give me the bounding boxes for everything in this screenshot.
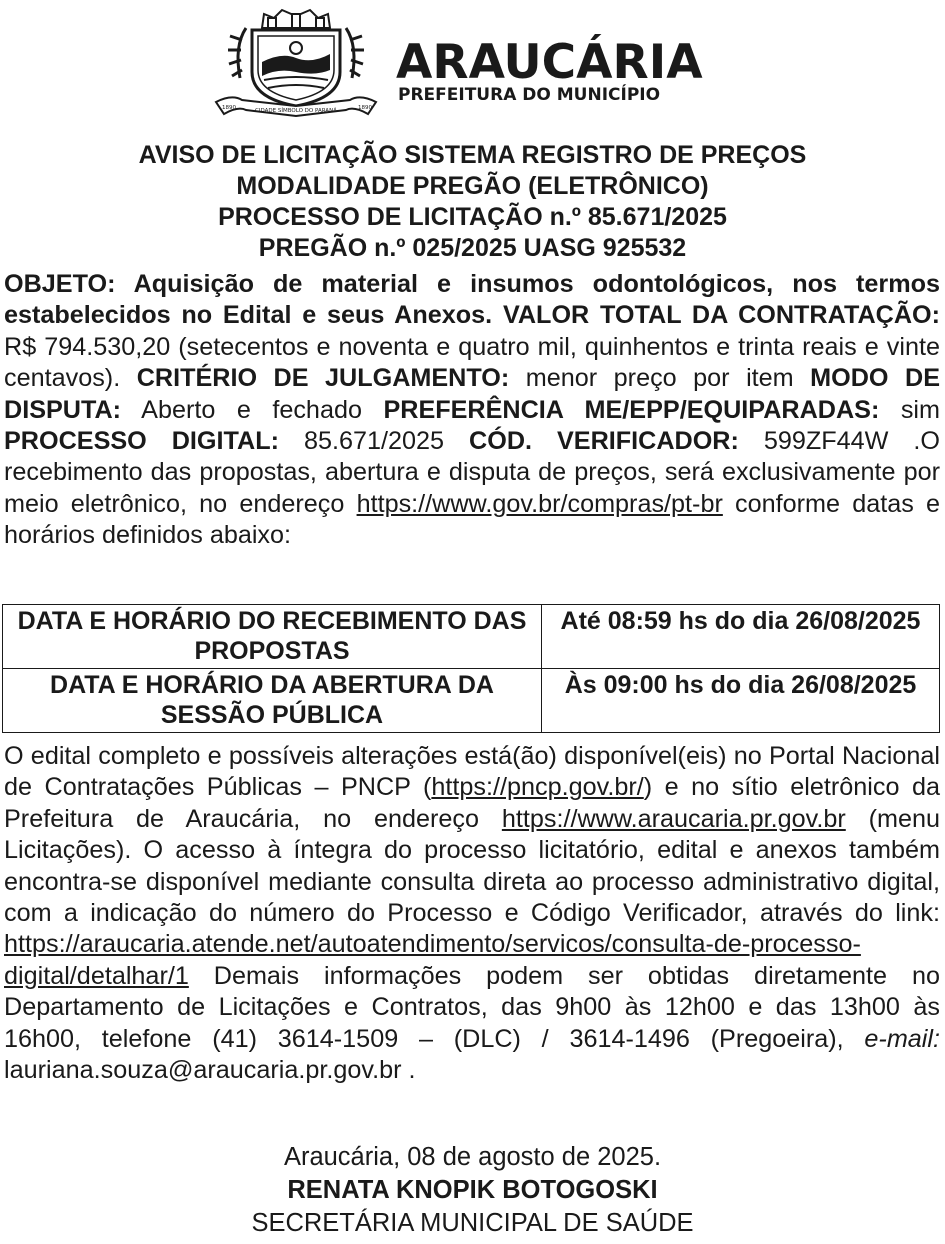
email-label: e-mail: xyxy=(864,1024,940,1053)
compras-link[interactable]: https://www.gov.br/compras/pt-br xyxy=(356,489,723,518)
table-row xyxy=(3,605,940,669)
email-address: lauriana.souza@araucaria.pr.gov.br . xyxy=(4,1056,416,1085)
notice-titles xyxy=(0,140,945,264)
brand-name: ARAUCÁRIA xyxy=(396,35,703,90)
municipal-crest-icon xyxy=(212,6,380,118)
title-line-3: PROCESSO DE LICITAÇÃO n.º 85.671/2025 xyxy=(218,203,727,231)
preferencia-text: sim xyxy=(879,395,941,424)
atende-process-link[interactable]: https://araucaria.atende.net/autoatendimento/servicos/consulta-de-processo-digital/detalhar/1 xyxy=(4,930,861,990)
title-line-2: MODALIDADE PREGÃO (ELETRÔNICO) xyxy=(236,172,709,200)
signature-block xyxy=(0,1141,945,1240)
schedule-label-cell: DATA E HORÁRIO DA ABERTURA DA SESSÃO PÚBLICA xyxy=(3,669,542,733)
modo-text: Aberto e fechado xyxy=(121,395,384,424)
edital-text-2: ) e no sítio eletrônico da Prefeitura de Araucária, no endereço xyxy=(4,773,940,833)
edital-text-1: O edital completo e possíveis alterações está(ão) disponível(eis) no Portal Nacional de Contratações Públicas – PNCP ( xyxy=(4,742,940,802)
edital-text-3: (menu Licitações). O acesso à íntegra do processo licitatório, edital e anexos também encontra-se disponível mediante consulta direta ao processo administrativo digital, com a indicação do número do Processo e Código Verificador, através do link: xyxy=(4,804,940,928)
objeto-text: Aquisição de material e insumos odontológicos, nos termos estabelecidos no Edital e seus Anexos. xyxy=(4,270,940,330)
header xyxy=(0,0,945,128)
criterio-label: CRITÉRIO DE JULGAMENTO: xyxy=(136,364,510,393)
crest-year-right: 1890 xyxy=(358,105,372,111)
signer-name: RENATA KNOPIK BOTOGOSKI xyxy=(287,1176,658,1204)
codigo-text: 599ZF44W .O recebimento das propostas, abertura e disputa de preços, será exclusivamente por meio eletrônico, no endereço xyxy=(4,427,941,518)
table-row xyxy=(3,669,940,733)
title-line-1: AVISO DE LICITAÇÃO SISTEMA REGISTRO DE PREÇOS xyxy=(138,141,807,169)
title-line-4: PREGÃO n.º 025/2025 UASG 925532 xyxy=(258,234,687,262)
pncp-link[interactable]: https://pncp.gov.br/ xyxy=(431,773,644,802)
schedule-value-cell: Até 08:59 hs do dia 26/08/2025 xyxy=(542,605,940,669)
criterio-text: menor preço por item xyxy=(509,364,811,393)
schedule-table xyxy=(2,604,940,733)
notice-body xyxy=(4,269,940,552)
place-date: Araucária, 08 de agosto de 2025. xyxy=(283,1143,662,1171)
objeto-label: OBJETO: xyxy=(4,270,116,298)
crest-year-left: 1890 xyxy=(222,105,236,111)
signer-role: SECRETÁRIA MUNICIPAL DE SAÚDE xyxy=(251,1209,694,1237)
edital-paragraph xyxy=(4,741,940,1086)
schedule-label-cell: DATA E HORÁRIO DO RECEBIMENTO DAS PROPOSTAS xyxy=(3,605,542,669)
valor-text: R$ 794.530,20 (setecentos e noventa e quatro mil, quinhentos e trinta reais e vinte centavos). xyxy=(4,332,940,393)
araucaria-site-link[interactable]: https://www.araucaria.pr.gov.br xyxy=(501,804,846,833)
brand xyxy=(396,35,703,105)
valor-label: VALOR TOTAL DA CONTRATAÇÃO: xyxy=(502,301,941,330)
schedule-value-cell: Às 09:00 hs do dia 26/08/2025 xyxy=(542,669,940,733)
crest-motto: CIDADE SÍMBOLO DO PARANÁ xyxy=(255,108,337,114)
processo-label: PROCESSO DIGITAL: xyxy=(4,427,279,456)
preferencia-label: PREFERÊNCIA ME/EPP/EQUIPARADAS: xyxy=(383,395,880,424)
codigo-label: CÓD. VERIFICADOR: xyxy=(469,427,739,456)
edital-text-4: Demais informações podem ser obtidas diretamente no Departamento de Licitações e Contratos, das 9h00 às 12h00 e das 13h00 às 16h00, telefone (41) 3614-1509 – (DLC) / 3614-1496 (Pregoeira), xyxy=(4,961,940,1053)
processo-text: 85.671/2025 xyxy=(279,427,470,456)
modo-label: MODO DE DISPUTA: xyxy=(4,364,940,424)
after-compras-text: conforme datas e horários definidos abaixo: xyxy=(4,489,940,550)
brand-subtitle: PREFEITURA DO MUNICÍPIO xyxy=(398,85,661,105)
